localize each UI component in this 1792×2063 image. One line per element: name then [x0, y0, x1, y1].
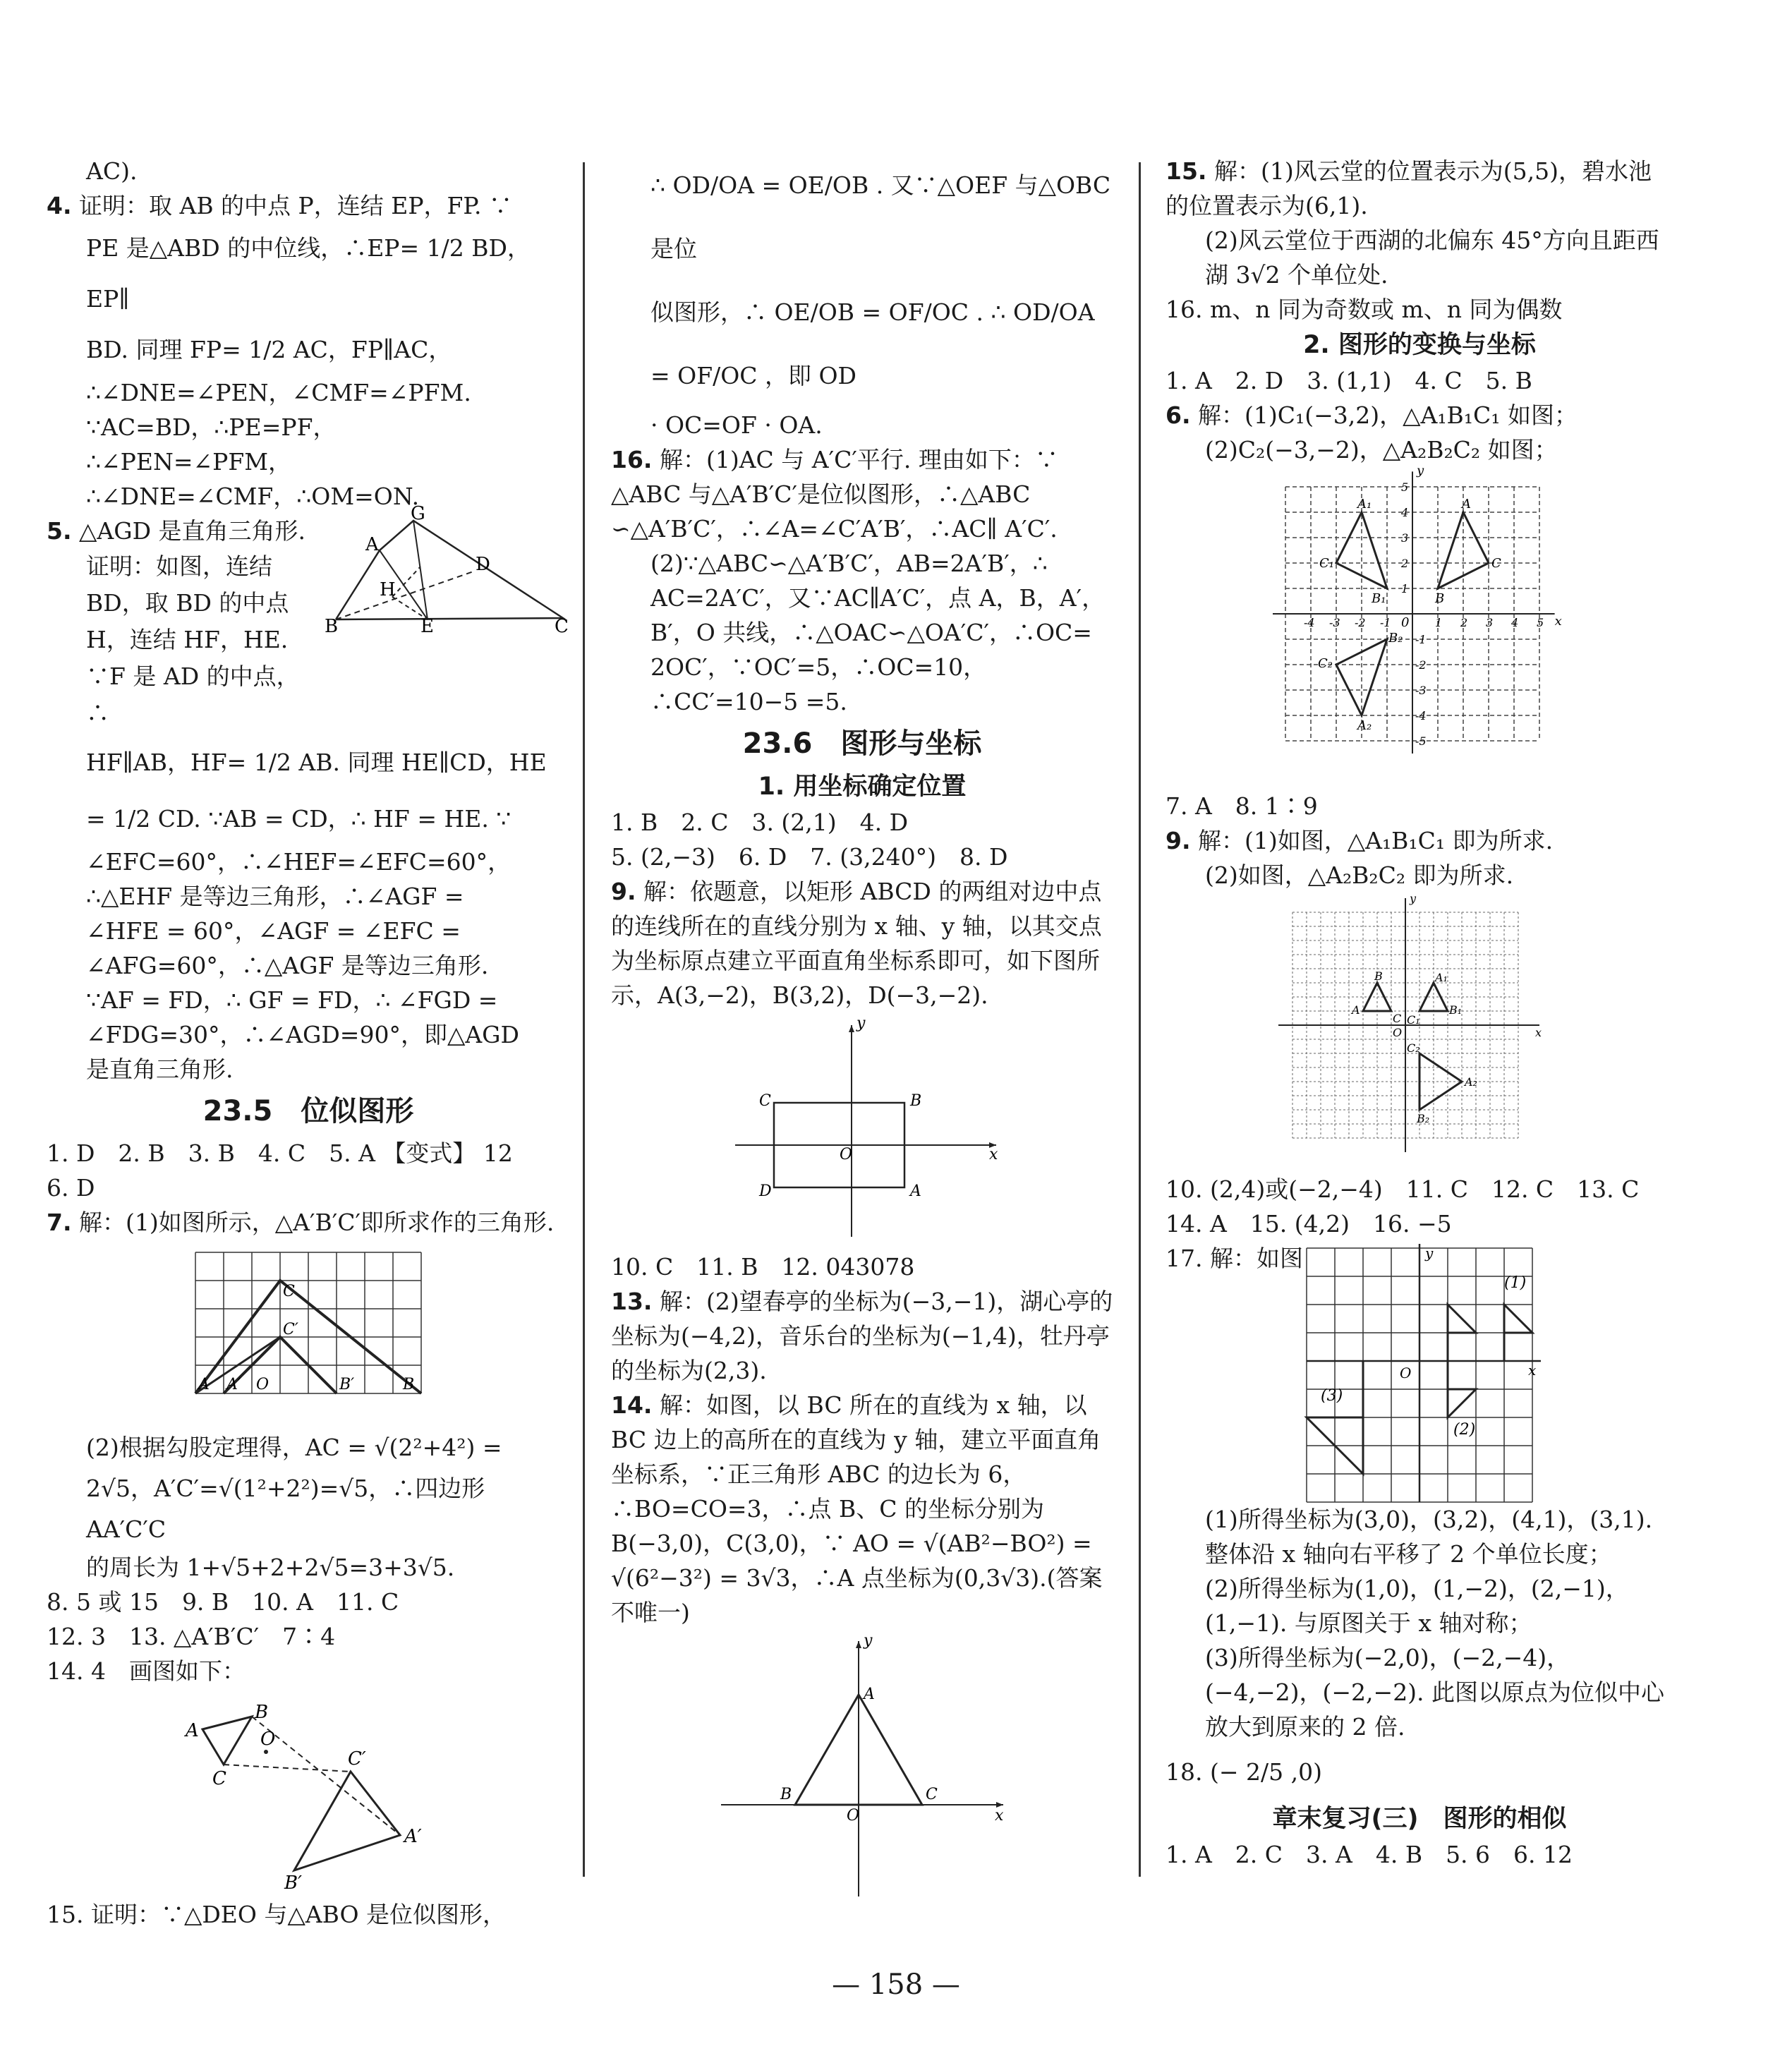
fig-label: E — [420, 616, 434, 637]
fig-label: y — [856, 1015, 866, 1032]
fig-label: O — [260, 1729, 276, 1750]
answers-line: 1. D 2. B 3. B 4. C 5. A 【变式】 12 — [47, 1139, 513, 1167]
fig-label: -2 — [1415, 658, 1427, 672]
text-line: ∴ OD/OA = OE/OB . 又∵△OEF 与△OBC 是位 — [650, 171, 1111, 262]
answers-line: 1. A 2. D 3. (1,1) 4. C 5. B — [1166, 367, 1532, 394]
fig-label: 5 — [1537, 616, 1544, 629]
fig-label: B′ — [284, 1873, 303, 1894]
answers-line: 1. A 2. C 3. A 4. B 5. 6 6. 12 — [1166, 1841, 1573, 1868]
fig-label: C — [759, 1092, 771, 1110]
fig-label: C — [1393, 1012, 1402, 1025]
text-line: 解：(1)AC 与 A′C′平行. 理由如下：∵ △ABC 与△A′B′C′是位似图形，∴△ABC ∽△A′B′C′，∴∠A=∠C′A′B′，∴AC∥ A′C′. — [611, 446, 1058, 543]
answers-line: 6. D — [47, 1174, 95, 1202]
fig-label: -3 — [1415, 684, 1427, 697]
text-line: 解：(1)如图所示，△A′B′C′即所求作的三角形. — [79, 1209, 555, 1236]
fig-label: (2) — [1453, 1421, 1476, 1439]
fig-label: B — [325, 616, 339, 637]
fig-label: x — [1554, 614, 1562, 629]
answer-5 — [47, 503, 570, 732]
fig-label: A₁ — [1435, 971, 1448, 984]
answer-7 — [47, 1205, 570, 1240]
shape-1 — [1504, 1305, 1532, 1361]
text-line: (2)∵△ABC∽△A′B′C′，AB=2A′B′，∴ AC=2A′C′，又∵AC∥A′C′，点 A，B，A′， B′，O 共线，∴△OAC∽△OA′C′，∴OC= 2OC′，∵OC′=5，∴OC=10，∴CC′=10−5 =5. — [650, 550, 1106, 715]
text-line: ∴∠DNE=∠CMF，∴OM=ON. — [86, 483, 420, 510]
fig-label: A′ — [404, 1826, 422, 1847]
column-divider-1 — [583, 162, 585, 1877]
answer-15 — [1166, 154, 1673, 223]
answers-line: 16. m、n 同为奇数或 m、n 同为偶数 — [1166, 296, 1563, 323]
fig-label: O — [1400, 1365, 1412, 1381]
answers-line: 15. 证明：∵△DEO 与△ABO 是位似图形， — [47, 1901, 507, 1928]
fig-label: A — [186, 1720, 199, 1741]
fig-label: A₂ — [1465, 1075, 1477, 1089]
fig-label: G — [411, 503, 425, 524]
fig-label: 4 — [1401, 506, 1409, 519]
item-number: 14. — [611, 1391, 653, 1419]
fig-label: C₂ — [1318, 656, 1333, 671]
fig-label: 1 — [1435, 616, 1443, 629]
fig-label: C′ — [283, 1321, 298, 1338]
text-line: ∴∠DNE=∠PEN，∠CMF=∠PFM. — [86, 379, 471, 406]
answers-line: 14. 4 画图如下： — [47, 1657, 246, 1685]
fig-label: C — [555, 616, 569, 637]
text-line: (3)所得坐标为(−2,0)，(−2,−4)，(−4,−2)，(−2,−2). 此图以原点为位似中心放大到原来的 2 倍. — [1205, 1644, 1665, 1741]
fig-label: O — [847, 1807, 860, 1825]
text-line: 解：(1)风云堂的位置表示为(5,5)，碧水池的位置表示为(6,1). — [1166, 157, 1652, 219]
item-number: 7. — [47, 1209, 72, 1236]
fig-label: -5 — [1415, 734, 1427, 748]
text-line: 17. 解：如图 — [1166, 1245, 1303, 1272]
fig-label: -4 — [1304, 616, 1315, 629]
fig-label: x — [995, 1807, 1004, 1825]
text-line: 解：如图，以 BC 所在的直线为 x 轴，以 BC 边上的高所在的直线为 y 轴，建立平面直角坐标系，∵正三角形 ABC 的边长为 6，∴BO=CO=3，∴点 B、C 的坐标分别为 B(−3,0)，C(3,0)，∵ AO = √(AB²−BO²) = √(6²−3²) = 3√3，∴A 点坐标为(0,3√3).(答案不唯一) — [611, 1391, 1103, 1626]
answers-line: 18. (− 2/5 ,0) — [1166, 1758, 1322, 1786]
fig-label: -1 — [1380, 616, 1391, 629]
text-line: · OC=OF · OA. — [650, 411, 823, 439]
text-line: PE 是△ABD 的中位线，∴EP= 1/2 BD，EP∥ — [86, 234, 531, 313]
answers-line: 12. 3 13. △A′B′C′ 7∶4 — [47, 1623, 336, 1650]
fig-label: B — [403, 1376, 415, 1393]
answer-4 — [47, 188, 570, 223]
item-number: 9. — [1166, 827, 1191, 854]
subsection-title: 2. 图形的变换与坐标 — [1303, 331, 1536, 359]
fig-label: A₁ — [1357, 497, 1372, 512]
item-number: 13. — [611, 1288, 653, 1315]
text-line: (2)C₂(−3,−2)，△A₂B₂C₂ 如图； — [1205, 436, 1558, 464]
subsection-title: 1. 用坐标确定位置 — [758, 773, 967, 801]
answer-16 — [611, 442, 1113, 546]
text-line: ∴∠PEN=∠PFM， — [86, 448, 292, 476]
fig-label: C′ — [348, 1748, 366, 1769]
text-line: 解：依题意，以矩形 ABCD 的两组对边中点的连线所在的直线分别为 x 轴、y 轴，以其交点为坐标原点建立平面直角坐标系即可，如下图所示，A(3,−2)，B(3,2)，D(−3,−2). — [611, 878, 1102, 1009]
fig-label: O — [256, 1376, 270, 1393]
figure-grid-17 — [1300, 1241, 1539, 1502]
fig-label: (1) — [1504, 1274, 1527, 1292]
text-line: BD. 同理 FP= 1/2 AC，FP∥AC， — [86, 336, 452, 363]
column-1 — [47, 154, 570, 1932]
column-2 — [611, 154, 1113, 1909]
text-line: (2)风云堂位于西湖的北偏东 45°方向且距西湖 3√2 个单位处. — [1205, 226, 1659, 289]
column-3 — [1166, 154, 1673, 1872]
answers-line: 8. 5 或 15 9. B 10. A 11. C — [47, 1588, 399, 1616]
fig-label: x — [989, 1146, 998, 1163]
text-line: (1)所得坐标为(3,0)，(3,2)，(4,1)，(3,1). 整体沿 x 轴向右平移了 2 个单位长度； — [1205, 1506, 1653, 1568]
fig-label: O — [840, 1146, 853, 1163]
text-line: ∠FDG=30°，∴∠AGD=90°，即△AGD — [86, 1021, 519, 1048]
fig-label: (3) — [1321, 1387, 1343, 1405]
figure-triangle-agd — [322, 503, 569, 637]
fig-label: y — [864, 1632, 873, 1650]
item-number: 15. — [1166, 157, 1207, 185]
text-line: 证明：如图，连结 BD，取 BD 的中点 H，连结 HF，HE. ∵F 是 AD 的中点，∴ — [86, 552, 300, 727]
text-line: 解：(1)C₁(−3,2)，△A₁B₁C₁ 如图； — [1198, 401, 1578, 429]
text-line: ∠AFG=60°，∴△AGF 是等边三角形. — [86, 952, 489, 979]
answer-9b — [1166, 823, 1673, 858]
text-line: (2)如图，△A₂B₂C₂ 即为所求. — [1205, 861, 1514, 889]
text-line: △AGD 是直角三角形. — [79, 517, 306, 545]
fig-label: D — [476, 554, 490, 575]
fig-label: B — [910, 1092, 922, 1110]
figure-grid-aac — [188, 1245, 428, 1422]
page-number: — 158 — — [832, 1968, 960, 2001]
fig-label: y — [1417, 463, 1424, 478]
fig-label: C — [212, 1768, 226, 1789]
text-line: (2)所得坐标为(1,0)，(1,−2)，(2,−1)，(1,−1). 与原图关于 x 轴对称； — [1205, 1575, 1629, 1637]
fig-label: A₂ — [1357, 718, 1372, 733]
fig-label: 1 — [1401, 582, 1409, 595]
fig-label: 3 — [1401, 531, 1409, 545]
fig-label: C₁ — [1407, 1013, 1420, 1027]
fig-label: B — [780, 1786, 792, 1803]
answer-6 — [1166, 398, 1673, 432]
fig-label: A — [1462, 497, 1471, 512]
answer-9 — [611, 874, 1113, 1012]
column-divider-2 — [1139, 162, 1141, 1877]
fig-label: x — [1528, 1362, 1537, 1379]
text-line: 是直角三角形. — [86, 1055, 234, 1083]
fig-label: A — [864, 1686, 875, 1703]
chapter-review-title: 章末复习(三) 图形的相似 — [1272, 1805, 1567, 1833]
answers-line: 10. C 11. B 12. 043078 — [611, 1253, 915, 1281]
figure-grid-9 — [1285, 892, 1554, 1166]
text-line: ∵AC=BD，∴PE=PF， — [86, 413, 337, 441]
fig-label: 2 — [1460, 616, 1468, 629]
fig-label: -4 — [1415, 709, 1427, 722]
fig-label: x — [1535, 1026, 1542, 1039]
fig-label: 2 — [1401, 557, 1409, 570]
text-line: 2√5，A′C′=√(1²+2²)=√5，∴四边形 AA′C′C — [86, 1475, 485, 1543]
item-number: 5. — [47, 517, 72, 545]
fig-label: -3 — [1329, 616, 1340, 629]
section-title-23-5: 23.5 位似图形 — [202, 1095, 414, 1127]
fig-label: y — [1410, 892, 1417, 905]
fig-label: B′ — [339, 1376, 355, 1393]
text-line: 解：(2)望春亭的坐标为(−3,−1)，湖心亭的坐标为(−4,2)，音乐台的坐标为(−1,4)，牡丹亭的坐标为(2,3). — [611, 1288, 1113, 1384]
fig-label: A — [910, 1182, 921, 1200]
text-line: 证明：取 AB 的中点 P，连结 EP，FP. ∵ — [79, 192, 512, 219]
fig-label: C₂ — [1407, 1041, 1420, 1055]
fig-label: B₁ — [1449, 1003, 1463, 1017]
answers-line: 5. (2,−3) 6. D 7. (3,240°) 8. D — [611, 843, 1008, 871]
text-line: ∵AF = FD，∴ GF = FD，∴ ∠FGD = — [86, 986, 498, 1014]
fig-label: O — [1393, 1026, 1403, 1039]
fig-label: C — [1491, 556, 1501, 571]
figure-homothety — [181, 1694, 435, 1892]
fig-label: H — [380, 579, 396, 600]
figure-equilateral-axes — [714, 1632, 1010, 1904]
shape-2 — [1448, 1361, 1476, 1417]
fig-label: A′ — [226, 1376, 241, 1393]
text-line: 解：(1)如图，△A₁B₁C₁ 即为所求. — [1198, 827, 1554, 854]
answer-17 — [1166, 1241, 1673, 1502]
fig-label: B — [1435, 591, 1445, 606]
text-line: ∴△EHF 是等边三角形，∴∠AGF = — [86, 883, 464, 910]
item-number: 9. — [611, 878, 636, 905]
text-line: (2)根据勾股定理得，AC = √(2²+4²) = — [86, 1434, 502, 1461]
answer-13 — [611, 1284, 1113, 1388]
section-title-23-6: 23.6 图形与坐标 — [742, 727, 982, 760]
fig-label: B₂ — [1417, 1112, 1430, 1125]
text-line: 似图形，∴ OE/OB = OF/OC . ∴ OD/OA = OF/OC ，即 OD — [650, 298, 1095, 389]
text-line: ∠HFE = 60°，∠AGF = ∠EFC = — [86, 917, 461, 945]
fig-label: D — [759, 1182, 772, 1200]
text-line: 的周长为 1+√5+2+2√5=3+3√5. — [86, 1554, 455, 1581]
item-number: 4. — [47, 192, 72, 219]
fig-label: A — [198, 1376, 210, 1393]
fig-label: C — [926, 1786, 938, 1803]
fig-label: A — [1352, 1003, 1360, 1017]
fig-label: -2 — [1355, 616, 1366, 629]
item-number: 6. — [1166, 401, 1191, 429]
fig-label: C — [283, 1283, 295, 1300]
shape-original — [1448, 1305, 1476, 1361]
text-line: ∠EFC=60°，∴∠HEF=∠EFC=60°， — [86, 848, 511, 876]
fig-label: 3 — [1486, 616, 1494, 629]
fig-label: -1 — [1415, 633, 1427, 646]
fig-label: 0 — [1401, 615, 1410, 630]
answers-line: 14. A 15. (4,2) 16. −5 — [1166, 1210, 1452, 1238]
fig-label: A — [365, 534, 379, 555]
fig-label: B₂ — [1388, 631, 1403, 646]
answers-line: 10. (2,4)或(−2,−4) 11. C 12. C 13. C — [1166, 1175, 1640, 1203]
answers-line: 7. A 8. 1∶9 — [1166, 792, 1318, 820]
item-number: 16. — [611, 446, 653, 473]
figure-grid-6 — [1271, 463, 1568, 783]
text-line: AC). — [86, 157, 138, 185]
fig-label: y — [1425, 1245, 1434, 1262]
text-line: HF∥AB，HF= 1/2 AB. 同理 HE∥CD，HE — [86, 749, 547, 776]
fig-label: B — [1374, 969, 1383, 983]
text-line: = 1/2 CD. ∵AB = CD，∴ HF = HE. ∵ — [86, 805, 511, 833]
answers-line: 1. B 2. C 3. (2,1) 4. D — [611, 809, 909, 836]
figure-rectangle-axes — [721, 1015, 1003, 1244]
fig-label: 4 — [1511, 616, 1519, 629]
answer-14 — [611, 1388, 1113, 1630]
fig-label: B₁ — [1372, 591, 1386, 606]
fig-label: 5 — [1401, 480, 1409, 494]
fig-label: C₁ — [1319, 556, 1334, 571]
fig-label: B — [255, 1702, 269, 1723]
